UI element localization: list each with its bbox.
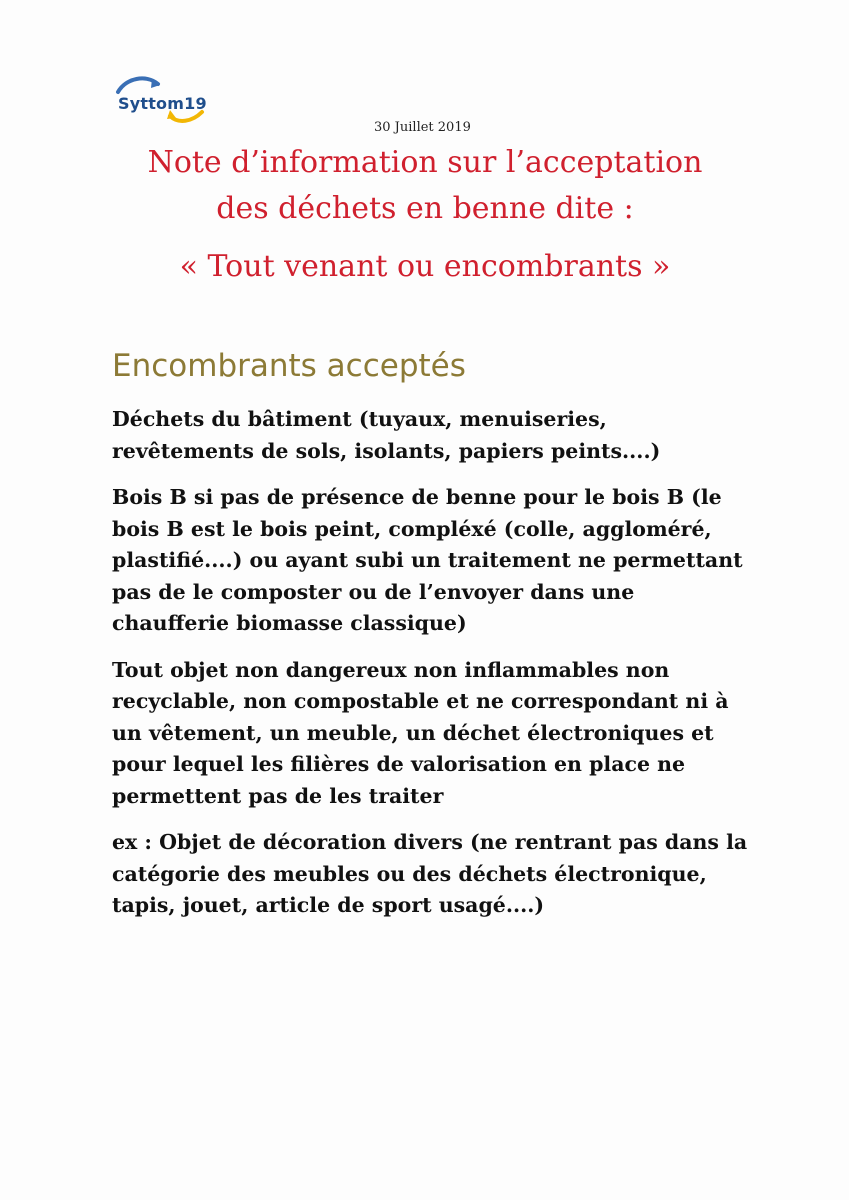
paragraph-exemples: ex : Objet de décoration divers (ne rentrant pas dans la catégorie des meubles ou des déchets électronique, tapis, jouet, article de sport usagé....) [112,830,748,917]
section-content [112,404,752,937]
document-date: 30 Juillet 2019 [374,120,471,135]
paragraph-batiment: Déchets du bâtiment (tuyaux, menuiseries, revêtements de sols, isolants, papiers peints....) [112,407,661,463]
logo-text: Syttom19 [118,94,207,113]
title-line-1: Note d’information sur l’acceptation [147,145,703,180]
title-line-3: « Tout venant ou encombrants » [179,249,671,284]
paragraph-objet-non-dangereux: Tout objet non dangereux non inflammables non recyclable, non compostable et ne correspondant ni à un vêtement, un meuble, un déchet électroniques et pour lequel les filières de valorisation en place ne permettent pas de les traiter [112,657,729,808]
paragraph-bois-b: Bois B si pas de présence de benne pour le bois B (le bois B est le bois peint, compléxé (colle, aggloméré, plastifié....) ou ayant subi un traitement ne permettant pas de le composter ou de l’envoyer dans une chaufferie biomasse classique) [112,485,743,635]
section-heading: Encombrants acceptés [112,348,466,384]
title-line-2: des déchets en benne dite : [216,191,634,226]
document-title [60,140,790,290]
syttom19-logo [112,74,212,130]
